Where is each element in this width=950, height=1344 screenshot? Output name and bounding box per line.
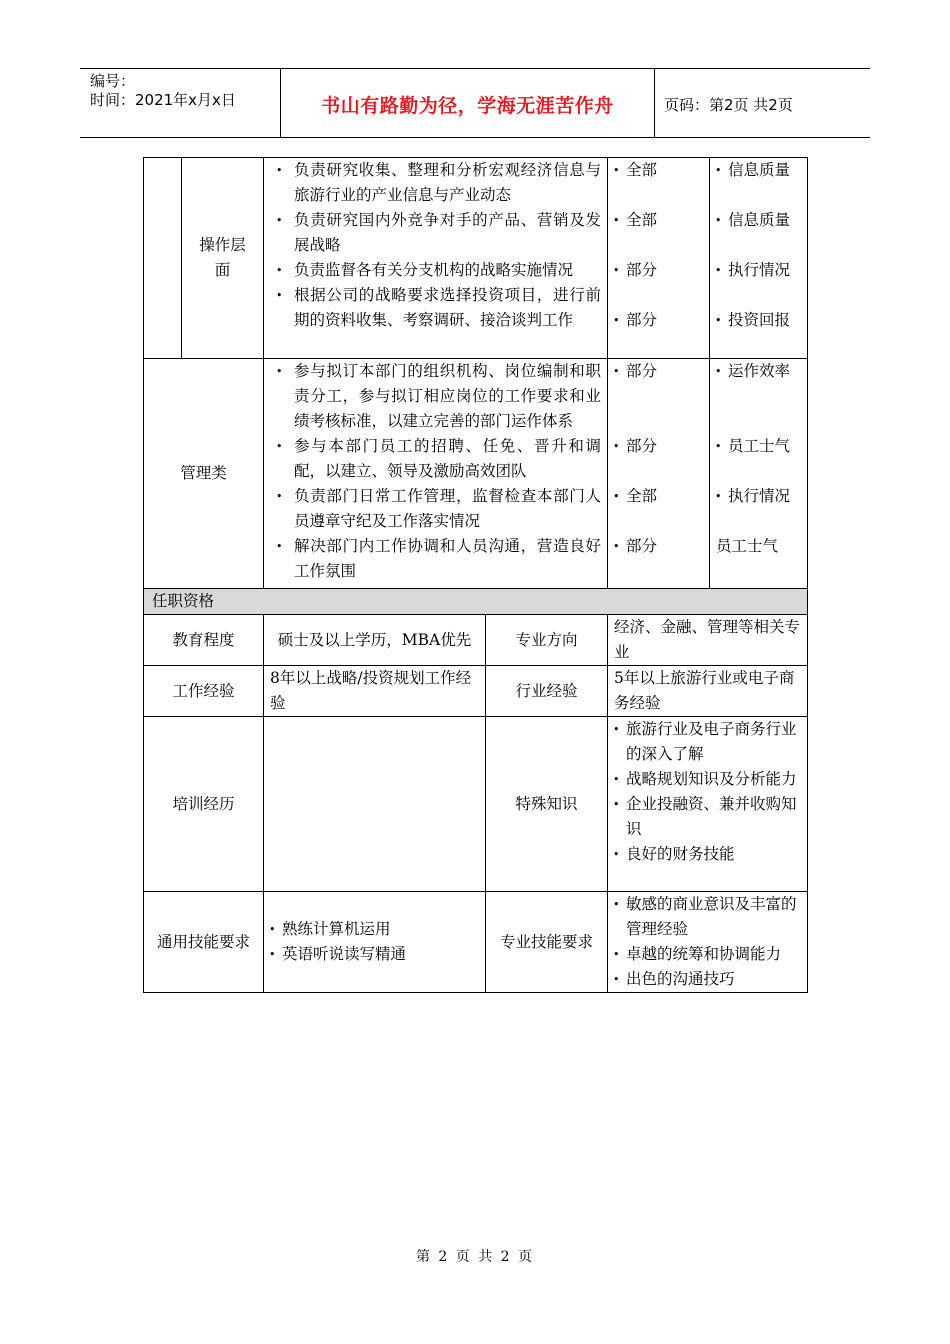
measure-item: 员工士气 xyxy=(716,537,779,555)
operations-indent-cell xyxy=(144,158,182,359)
education-row xyxy=(144,615,808,666)
general-skills-list xyxy=(264,892,486,993)
duty-item: • 负责监督各有关分支机构的战略实施情况 xyxy=(264,258,601,283)
scope-item: • 部分 xyxy=(608,359,709,384)
professional-skills-label: 专业技能要求 xyxy=(486,892,608,993)
duty-item: • 参与本部门员工的招聘、任免、晋升和调配，以建立、领导及激励高效团队 xyxy=(264,434,601,484)
duty-item: • 负责部门日常工作管理，监督检查本部门人员遵章守纪及工作落实情况 xyxy=(264,484,601,534)
skill-item: • 熟练计算机运用 xyxy=(264,917,485,942)
scope-item: • 全部 xyxy=(608,484,709,509)
industry-experience-value: 5年以上旅游行业或电子商务经验 xyxy=(608,666,808,717)
header-page-number: 页码：第2页 共2页 xyxy=(664,96,793,114)
knowledge-item: • 战略规划知识及分析能力 xyxy=(608,767,807,792)
document-number: 编号： xyxy=(90,72,136,90)
management-measures xyxy=(710,359,808,589)
skill-item: • 卓越的统筹和协调能力 xyxy=(608,942,807,967)
special-knowledge-list xyxy=(608,717,808,892)
page-footer: 第 2 页 共 2 页 xyxy=(415,1249,535,1265)
work-experience-label: 工作经验 xyxy=(144,666,264,717)
scope-item: • 部分 xyxy=(608,308,709,333)
management-row xyxy=(144,359,808,589)
duty-item: • 负责研究国内外竞争对手的产品、营销及发展战略 xyxy=(264,208,601,258)
knowledge-item: • 企业投融资、兼并收购知识 xyxy=(608,792,807,842)
page-header xyxy=(80,68,870,138)
scope-item: • 部分 xyxy=(608,434,709,459)
special-knowledge-label: 特殊知识 xyxy=(486,717,608,892)
scope-item: • 部分 xyxy=(608,534,709,559)
duty-item: • 负责研究收集、整理和分析宏观经济信息与旅游行业的产业信息与产业动态 xyxy=(264,158,601,208)
operations-label: 操作层面 xyxy=(182,158,264,359)
operations-measures xyxy=(710,158,808,359)
management-scope xyxy=(608,359,710,589)
general-skills-label: 通用技能要求 xyxy=(144,892,264,993)
education-value: 硕士及以上学历，MBA优先 xyxy=(264,615,486,666)
work-experience-value: 8年以上战略/投资规划工作经验 xyxy=(264,666,486,717)
knowledge-item: • 良好的财务技能 xyxy=(608,842,807,867)
operations-scope xyxy=(608,158,710,359)
qualifications-section-row xyxy=(144,589,808,615)
scope-item: • 全部 xyxy=(608,208,709,233)
measure-item: • 投资回报 xyxy=(710,308,807,333)
document-date: 时间：2021年x月x日 xyxy=(90,91,236,109)
measure-item: • 信息质量 xyxy=(710,158,807,183)
measure-item: • 执行情况 xyxy=(710,258,807,283)
operations-row xyxy=(144,158,808,359)
duty-item: • 解决部门内工作协调和人员沟通，营造良好工作氛围 xyxy=(264,534,601,584)
management-duties xyxy=(264,359,608,589)
training-value xyxy=(264,717,486,892)
professional-skills-list xyxy=(608,892,808,993)
duty-item: • 根据公司的战略要求选择投资项目，进行前期的资料收集、考察调研、接洽谈判工作 xyxy=(264,283,601,333)
measure-item: • 执行情况 xyxy=(710,484,807,509)
major-label: 专业方向 xyxy=(486,615,608,666)
education-label: 教育程度 xyxy=(144,615,264,666)
scope-item: • 全部 xyxy=(608,158,709,183)
measure-item: • 员工士气 xyxy=(710,434,807,459)
header-slogan: 书山有路勤为径，学海无涯苦作舟 xyxy=(321,95,614,117)
duty-item: • 参与拟订本部门的组织机构、岗位编制和职责分工，参与拟订相应岗位的工作要求和业绩考核标准，以建立完善的部门运作体系 xyxy=(264,359,601,434)
scope-item: • 部分 xyxy=(608,258,709,283)
industry-experience-label: 行业经验 xyxy=(486,666,608,717)
job-description-table xyxy=(143,157,808,993)
major-value: 经济、金融、管理等相关专业 xyxy=(608,615,808,666)
skill-item: • 敏感的商业意识及丰富的管理经验 xyxy=(608,892,807,942)
training-label: 培训经历 xyxy=(144,717,264,892)
management-label: 管理类 xyxy=(144,359,264,589)
operations-duties xyxy=(264,158,608,359)
header-meta xyxy=(90,72,236,110)
measure-item: • 运作效率 xyxy=(710,359,807,384)
skill-item: • 英语听说读写精通 xyxy=(264,942,485,967)
skill-item: • 出色的沟通技巧 xyxy=(608,967,807,992)
knowledge-item: • 旅游行业及电子商务行业的深入了解 xyxy=(608,717,807,767)
header-divider xyxy=(654,69,655,137)
qualifications-section-title: 任职资格 xyxy=(144,589,808,615)
experience-row xyxy=(144,666,808,717)
measure-item: • 信息质量 xyxy=(710,208,807,233)
skills-row xyxy=(144,892,808,993)
training-row xyxy=(144,717,808,892)
